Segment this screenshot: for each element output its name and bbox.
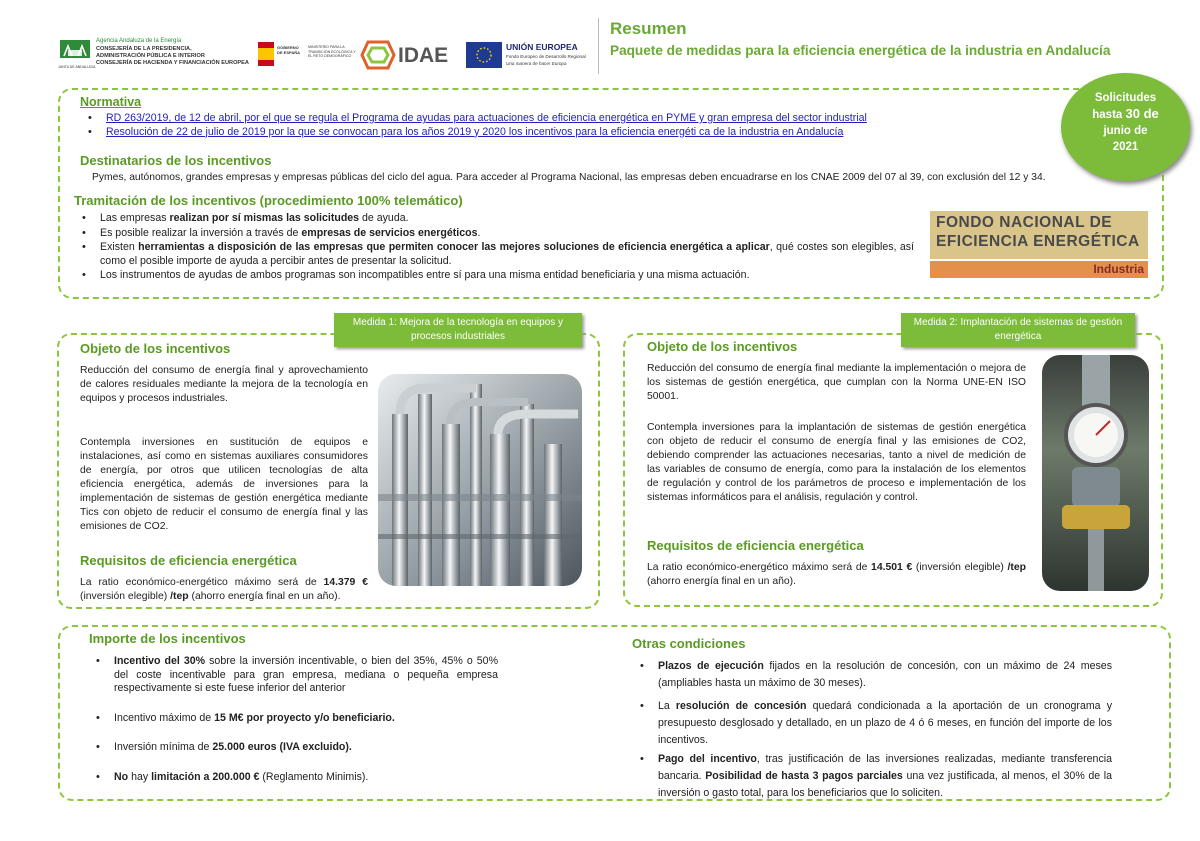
- eu-flag-icon: [466, 42, 502, 68]
- junta-agency: Agencia Andaluza de la Energía: [96, 38, 182, 44]
- list-item: • Incentivo máximo de 15 M€ por proyecto y/o beneficiario.: [88, 712, 498, 726]
- page-title: Resumen: [610, 19, 687, 38]
- list-item: • La resolución de concesión quedará condicionada a la aportación de un cronograma y presupuesto desglosado y detallado, en un plazo de 4 ó 6 meses, en función del importe de los incentivos.: [632, 698, 1112, 749]
- badge-line3: junio de: [1103, 125, 1148, 137]
- ue-sub: Fondo Europeo de Desarrollo Regional: [506, 54, 586, 59]
- badge-line4: 2021: [1112, 141, 1139, 153]
- medida2-req-text: La ratio económico-energético máximo será de 14.501 € (inversión elegible) /tep (ahorro energía final en un año).: [647, 562, 1027, 587]
- fondo-line1: FONDO NACIONAL DE: [936, 214, 1113, 231]
- spain-flag-icon: [258, 42, 274, 66]
- junta-small: JUNTA DE ANDALUCIA: [58, 65, 96, 69]
- fondo-nacional-logo: [930, 211, 1148, 278]
- header-divider: [598, 18, 599, 74]
- otras-title: Otras condiciones: [632, 636, 746, 651]
- gobierno-right: MINISTERIO PARA LA TRANSICIÓN ECOLÓGICA Y EL RETO DEMOGRÁFICO: [308, 45, 356, 58]
- pressure-gauge-photo: [1042, 355, 1149, 591]
- medida2-objeto-title: Objeto de los incentivos: [647, 339, 798, 354]
- medida1-req-text: La ratio económico-energético máximo será de 14.379 € (inversión elegible) /tep (ahorro energía final en un año).: [80, 577, 369, 602]
- list-item: • Pago del incentivo, tras justificación de las inversiones realizadas, mediante transferencia bancaria. Posibilidad de hasta 3 pagos parciales una vez justificada, al menos, el 30% de la inversión o gasto total, para los beneficiarios que lo soliciten.: [632, 751, 1112, 802]
- industrial-pipes-photo: [378, 374, 582, 586]
- otras-list: [632, 658, 1112, 802]
- fondo-line3: Industria: [1093, 262, 1144, 276]
- pipes-illustration-icon: [378, 374, 582, 586]
- list-item: • Plazos de ejecución fijados en la resolución de concesión, con un máximo de 24 meses (ampliables hasta un máximo de 30 meses).: [632, 658, 1112, 692]
- medida2-tag: Medida 2: Implantación de sistemas de gestión energética: [901, 313, 1135, 347]
- list-item: • Inversión mínima de 25.000 euros (IVA excluido).: [88, 741, 498, 755]
- medida2-req-title: Requisitos de eficiencia energética: [647, 538, 864, 553]
- rd-263-2019-link[interactable]: RD 263/2019, de 12 de abril, por el que se regula el Programa de ayudas para actuaciones de eficiencia energética en PYME y gran empresa del sector industrial: [106, 112, 867, 124]
- importe-list: [88, 655, 498, 784]
- tramitacion-list: [74, 212, 914, 283]
- badge-line2: hasta 30 de: [1092, 106, 1159, 121]
- medida2-p2: Contempla inversiones para la implantación de sistemas de gestión energética con objeto de reducir el consumo de energía final y las emisiones de CO2, debiendo comprender las actuaciones necesarias, tanto a nivel de medición de las variables de consumo de energía, como para la instalación de los elementos de regulación y control de los parámetros de proceso e implementación de los sistemas informáticos para el análisis, regulación y control.: [647, 422, 1026, 503]
- page-subtitle: Paquete de medidas para la eficiencia energética de la industria en Andalucía: [610, 43, 1111, 58]
- list-item: • Incentivo del 30% sobre la inversión incentivable, o bien del 35%, 45% o 50% del coste incentivable para gran empresa, mediana o pequeña empresa respectivamente si este fuese inferior del anterior: [88, 655, 498, 696]
- junta-emblem-icon: [58, 38, 92, 66]
- ue-motto: Una manera de hacer Europa: [506, 61, 567, 66]
- medida1-req-title: Requisitos de eficiencia energética: [80, 553, 297, 568]
- destinatarios-text: Pymes, autónomos, grandes empresas y empresas públicas del ciclo del agua. Para acceder al Programa Nacional, las empresas deben encuadrarse en los CNAE 2009 del 07 al 39, con exclusión del 12 y 34.: [92, 172, 1046, 183]
- list-item: • Los instrumentos de ayudas de ambos programas son incompatibles entre sí para una misma entidad beneficiaria y una misma actuación.: [74, 269, 914, 283]
- medida1-p1: Reducción del consumo de energía final y aprovechamiento de calores residuales mediante la mejora de la tecnología en equipos y procesos industriales.: [80, 365, 368, 404]
- medida1-tag: Medida 1: Mejora de la tecnología en equipos y procesos industriales: [334, 313, 582, 347]
- normativa-title: Normativa: [80, 95, 142, 109]
- badge-line1: Solicitudes: [1094, 92, 1157, 104]
- destinatarios-title: Destinatarios de los incentivos: [80, 153, 272, 168]
- deadline-badge: [1061, 73, 1190, 181]
- junta-line3: CONSEJERÍA DE HACIENDA Y FINANCIACIÓN EUROPEA: [96, 60, 249, 66]
- idae-emblem-icon: [360, 40, 396, 70]
- idae-label: IDAE: [398, 44, 449, 67]
- normativa-section: [80, 95, 1080, 139]
- medida1-p2: Contempla inversiones en sustitución de equipos e instalaciones, así como en sistemas auxiliares consumidores de energía, por otros que utilicen tecnologías de alta eficiencia energética, además de inversiones para la implementación de sistemas de gestión energética mediante Tics con objeto de reducir el consumo de energía final y las emisiones de CO2.: [80, 437, 368, 532]
- ue-logo: [466, 42, 596, 70]
- gobierno-left: GOBIERNO DE ESPAÑA: [277, 45, 301, 55]
- gauge-illustration-icon: [1042, 355, 1149, 591]
- normativa-item: [80, 126, 1080, 140]
- list-item: • Las empresas realizan por sí mismas las solicitudes de ayuda.: [74, 212, 914, 226]
- ue-title: UNIÓN EUROPEA: [506, 42, 578, 52]
- medida2-p1: Reducción del consumo de energía final mediante la implementación o mejora de los sistemas de gestión energética, que cumplan con la Norma UNE-EN ISO 50001.: [647, 363, 1026, 402]
- medida1-objeto-title: Objeto de los incentivos: [80, 341, 231, 356]
- junta-line2: ADMINISTRACIÓN PÚBLICA E INTERIOR: [96, 53, 205, 59]
- junta-line1: CONSEJERÍA DE LA PRESIDENCIA,: [96, 46, 192, 52]
- fondo-line2: EFICIENCIA ENERGÉTICA: [936, 233, 1140, 250]
- list-item: • No hay limitación a 200.000 € (Reglamento Minimis).: [88, 771, 498, 785]
- normativa-item: [80, 112, 1080, 126]
- list-item: • Existen herramientas a disposición de las empresas que permiten conocer las mejores soluciones de eficiencia energética a aplicar, qué costes son elegibles, así como el posible importe de ayuda a percibir antes de presentar la solicitud.: [74, 241, 914, 268]
- junta-logo: [58, 38, 249, 70]
- resolucion-2019-link[interactable]: Resolución de 22 de julio de 2019 por la que se convocan para los años 2019 y 2020 los incentivos para la eficiencia energéti ca de la industria en Andalucía: [106, 125, 844, 138]
- header: [0, 0, 1200, 80]
- list-item: • Es posible realizar la inversión a través de empresas de servicios energéticos.: [74, 227, 914, 241]
- importe-title: Importe de los incentivos: [89, 631, 246, 646]
- tramitacion-title: Tramitación de los incentivos (procedimiento 100% telemático): [74, 193, 463, 208]
- gobierno-logo: [258, 42, 358, 66]
